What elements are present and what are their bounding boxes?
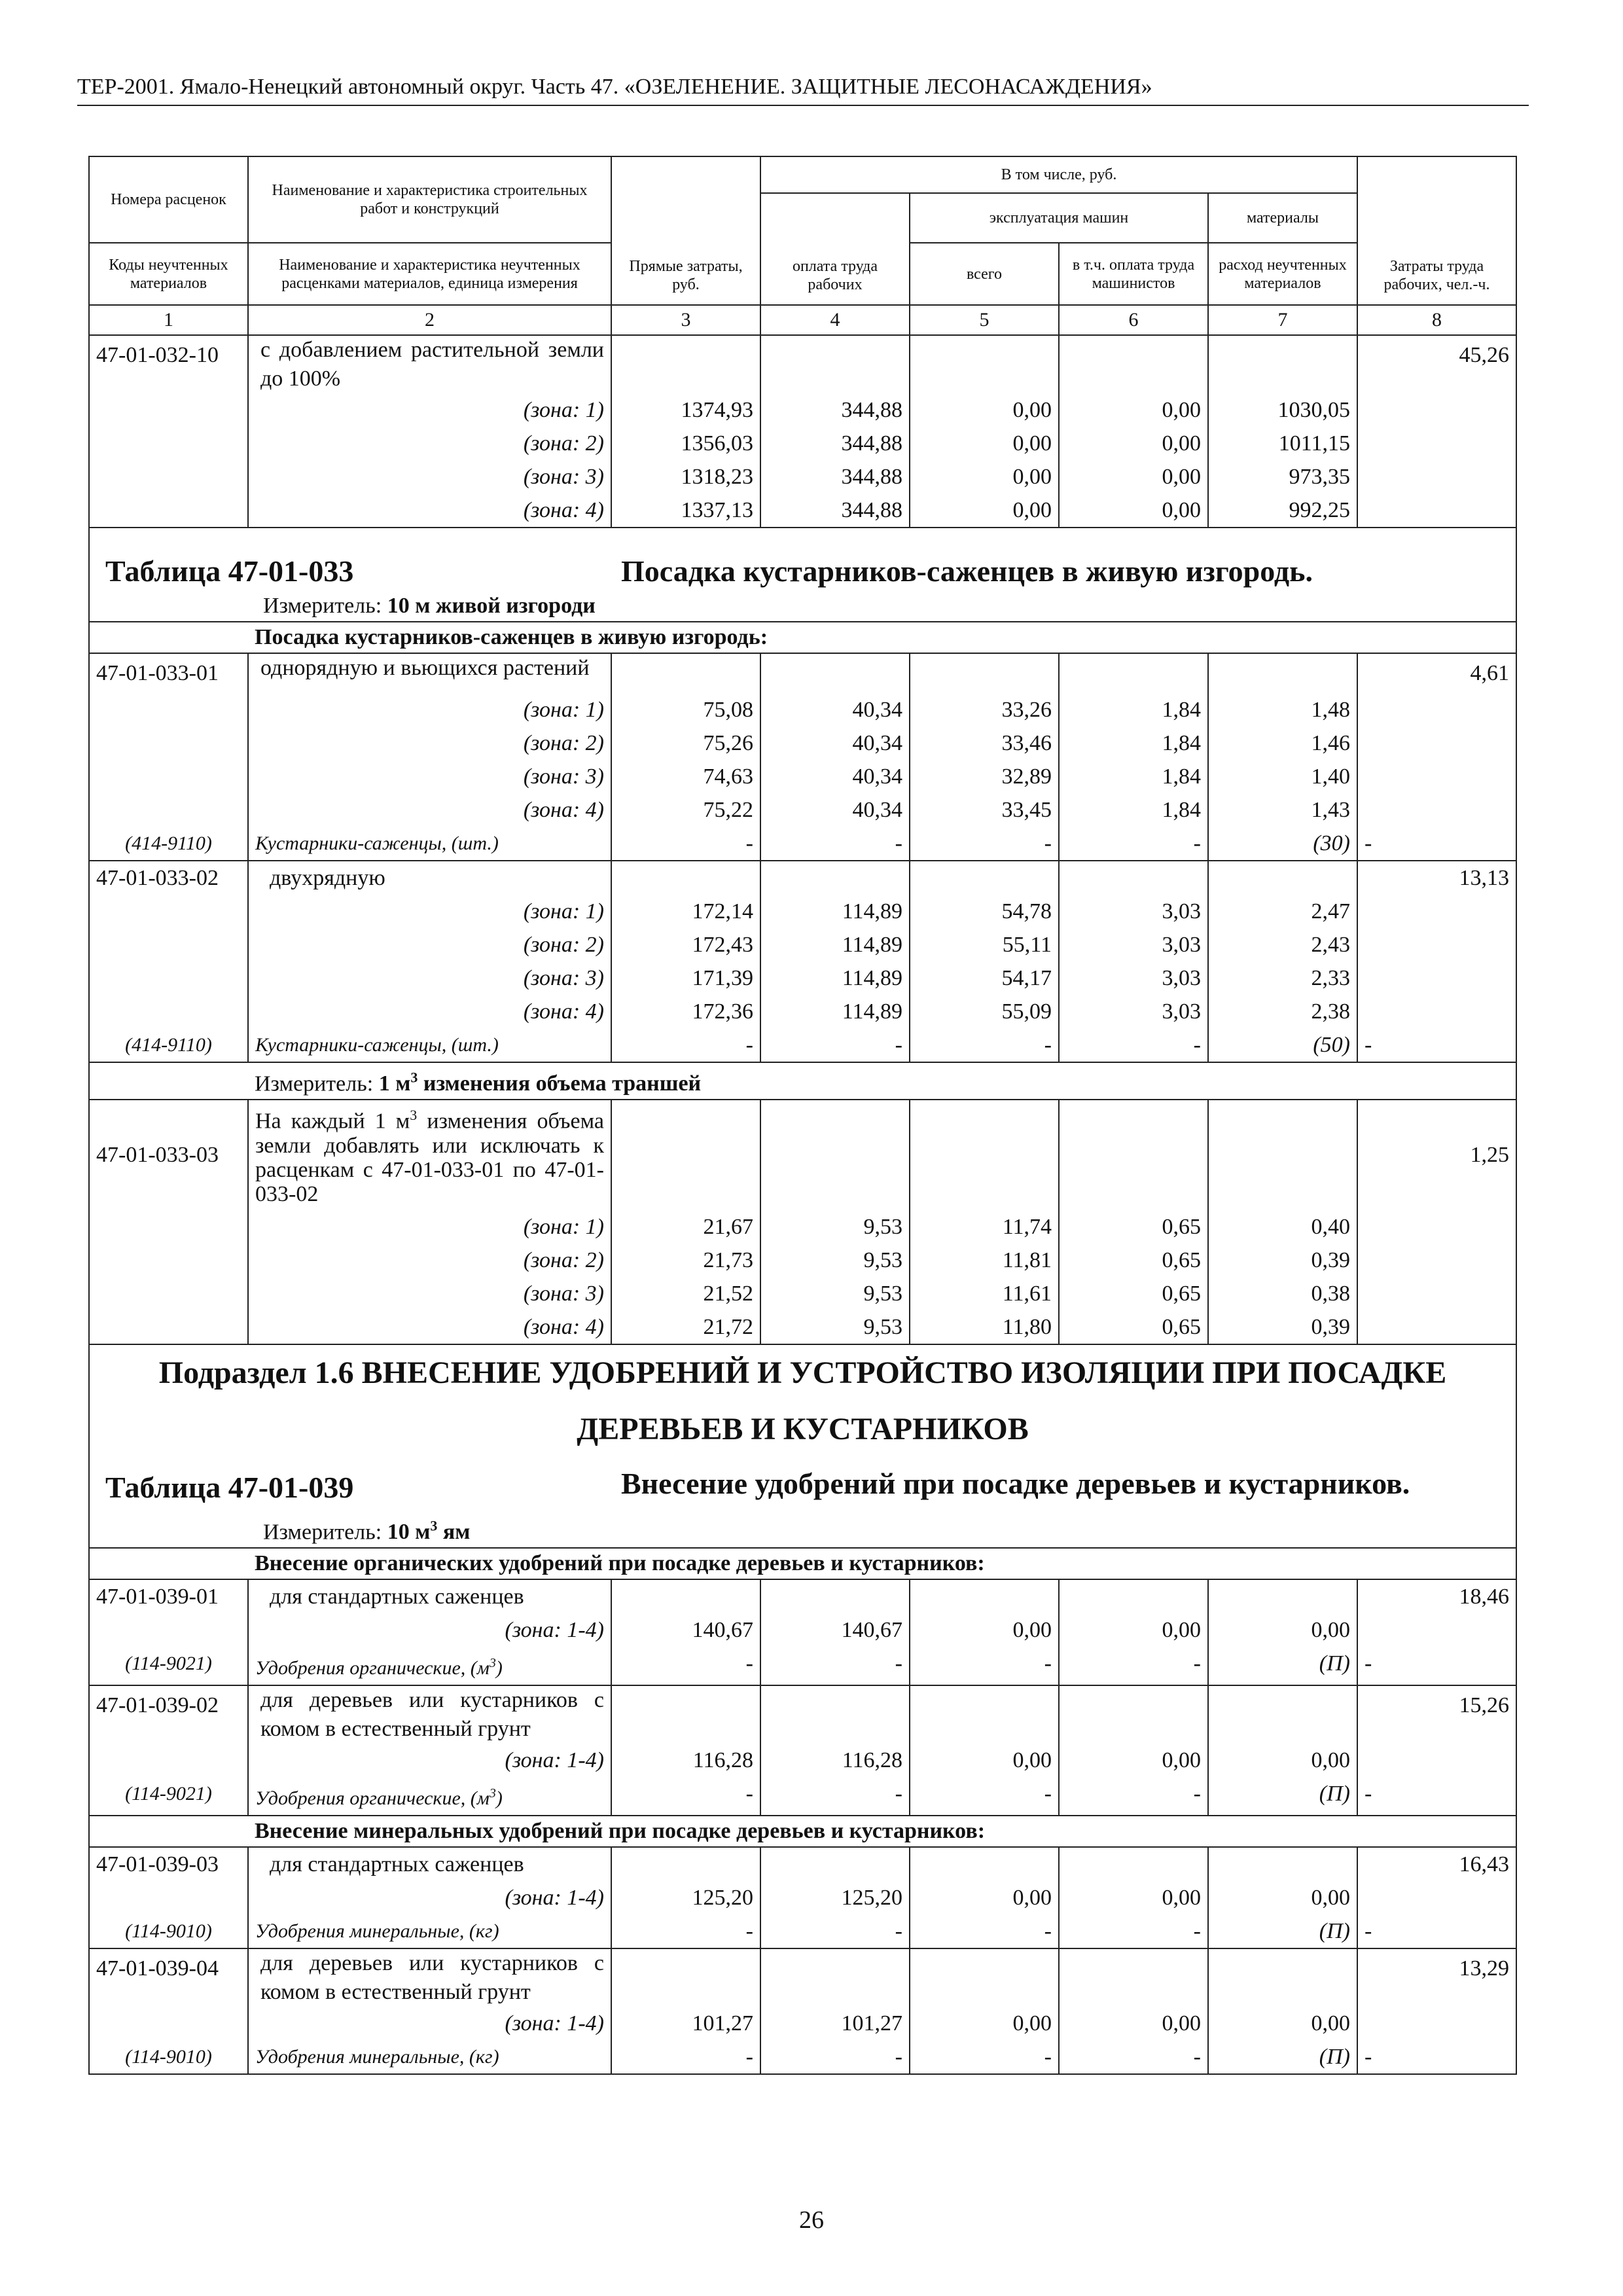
- rate-code: 47-01-039-01: [89, 1579, 248, 1613]
- col-num: 4: [760, 305, 910, 335]
- machinist-pay: 1,84: [1059, 793, 1208, 827]
- table-label: Таблица 47-01-033: [105, 554, 354, 588]
- machinist-pay: 1,84: [1059, 693, 1208, 726]
- material-cost: 992,25: [1208, 493, 1357, 528]
- zone-row: [89, 1613, 1516, 1647]
- zone-label: (зона: 2): [248, 427, 611, 460]
- direct-cost: 171,39: [611, 961, 760, 995]
- direct-cost: 1356,03: [611, 427, 760, 460]
- worker-pay: -: [760, 2040, 910, 2074]
- material-code: (114-9021): [89, 1647, 248, 1685]
- rates-table-page: [88, 156, 1516, 2075]
- machinist-pay: 0,65: [1059, 1244, 1208, 1277]
- worker-pay: 125,20: [760, 1881, 910, 1914]
- zone-label: (зона: 1): [248, 895, 611, 928]
- measure-value: [379, 1071, 701, 1096]
- material-name: Кустарники-саженцы, (шт.): [248, 1028, 611, 1062]
- worker-pay: 40,34: [760, 726, 910, 760]
- material-cost: 0,38: [1208, 1277, 1357, 1310]
- machinist-pay: 0,65: [1059, 1277, 1208, 1310]
- section-row: [89, 622, 1516, 653]
- material-cost: 0,00: [1208, 2007, 1357, 2040]
- machinist-pay: 3,03: [1059, 961, 1208, 995]
- table-row: [89, 335, 1516, 393]
- machinist-pay: -: [1059, 1914, 1208, 1948]
- material-name-b: ): [495, 1787, 503, 1809]
- table-label: Таблица 47-01-039: [105, 1470, 354, 1504]
- measure-value-b: изменения объема траншей: [418, 1071, 702, 1096]
- worker-pay: 116,28: [760, 1744, 910, 1777]
- zone-label: (зона: 1-4): [248, 2007, 611, 2040]
- measure-row: [89, 1062, 1516, 1100]
- col-head-nomera: Номера расценок: [89, 156, 248, 243]
- machine-cost: 33,45: [910, 793, 1059, 827]
- zone-label: (зона: 2): [248, 1244, 611, 1277]
- labor-cost: 13,29: [1357, 1948, 1516, 2007]
- machine-cost: 0,00: [910, 460, 1059, 493]
- material-name: [248, 1647, 611, 1685]
- material-name: [248, 1914, 611, 1948]
- machine-cost: 33,26: [910, 693, 1059, 726]
- material-cost: 1,46: [1208, 726, 1357, 760]
- material-code: (114-9010): [89, 1914, 248, 1948]
- material-quantity: (П): [1208, 2040, 1357, 2074]
- machinist-pay: -: [1059, 1028, 1208, 1062]
- direct-cost: 1337,13: [611, 493, 760, 528]
- material-cost: 1,40: [1208, 760, 1357, 793]
- material-name: [248, 2040, 611, 2074]
- labor-cost: 15,26: [1357, 1685, 1516, 1744]
- direct-cost: 140,67: [611, 1613, 760, 1647]
- rate-code: 47-01-033-01: [89, 653, 248, 693]
- measure-line: [105, 591, 1500, 621]
- machine-cost: 0,00: [910, 1613, 1059, 1647]
- machinist-pay: 0,00: [1059, 427, 1208, 460]
- machinist-pay: 0,00: [1059, 460, 1208, 493]
- machinist-pay: 0,00: [1059, 2007, 1208, 2040]
- zone-label: (зона: 1-4): [248, 1613, 611, 1647]
- zone-row: [89, 1310, 1516, 1344]
- col-head-vsego: всего: [910, 243, 1059, 305]
- col-head-vtom: В том числе, руб.: [760, 156, 1357, 193]
- rate-name-sup: 3: [410, 1107, 418, 1124]
- worker-pay: 40,34: [760, 760, 910, 793]
- measure-value-a: 1 м: [378, 1071, 411, 1096]
- material-row: [89, 1914, 1516, 1948]
- direct-cost: 172,43: [611, 928, 760, 961]
- worker-pay: 344,88: [760, 427, 910, 460]
- rate-name: [248, 1100, 611, 1210]
- col-head-pryamye: Прямые затраты, руб.: [611, 156, 760, 305]
- col-head-kody: Коды неучтенных материалов: [89, 243, 248, 305]
- machine-cost: 11,80: [910, 1310, 1059, 1344]
- material-cost: 0,00: [1208, 1881, 1357, 1914]
- zone-row: [89, 1244, 1516, 1277]
- rate-name: для стандартных саженцев: [248, 1579, 611, 1613]
- zone-row: [89, 928, 1516, 961]
- rate-code: 47-01-039-02: [89, 1685, 248, 1744]
- table-title: Посадка кустарников-саженцев в живую изгородь.: [621, 554, 1313, 588]
- rate-name: для деревьев или кустарников с комом в естественный грунт: [248, 1685, 611, 1744]
- worker-pay: -: [760, 1028, 910, 1062]
- material-cost: 2,43: [1208, 928, 1357, 961]
- material-cost: 2,33: [1208, 961, 1357, 995]
- machine-cost: 0,00: [910, 393, 1059, 427]
- rate-name: для деревьев или кустарников с комом в естественный грунт: [248, 1948, 611, 2007]
- direct-cost: 75,26: [611, 726, 760, 760]
- zone-row: [89, 493, 1516, 528]
- material-code: (114-9021): [89, 1777, 248, 1816]
- machinist-pay: 0,65: [1059, 1210, 1208, 1244]
- measure-prefix: Измеритель:: [263, 594, 382, 618]
- zone-label: (зона: 1): [248, 1210, 611, 1244]
- machinist-pay: 1,84: [1059, 760, 1208, 793]
- zone-label: (зона: 1-4): [248, 1881, 611, 1914]
- labor-cost: 4,61: [1357, 653, 1516, 693]
- material-code: (114-9010): [89, 2040, 248, 2074]
- worker-pay: -: [760, 827, 910, 861]
- direct-cost: 75,22: [611, 793, 760, 827]
- direct-cost: 21,52: [611, 1277, 760, 1310]
- rate-name-a: На каждый 1 м: [255, 1109, 410, 1134]
- zone-label: (зона: 4): [248, 1310, 611, 1344]
- col-num: 6: [1059, 305, 1208, 335]
- labor-cost: 13,13: [1357, 861, 1516, 895]
- col-num: 1: [89, 305, 248, 335]
- measure-sup: 3: [410, 1069, 418, 1086]
- material-row: [89, 827, 1516, 861]
- worker-pay: 114,89: [760, 895, 910, 928]
- section-title: Посадка кустарников-саженцев в живую изгородь:: [248, 622, 1516, 653]
- labor-cost: 1,25: [1357, 1100, 1516, 1210]
- material-cost: 1,43: [1208, 793, 1357, 827]
- machinist-pay: -: [1059, 1777, 1208, 1816]
- material-code: (414-9110): [89, 1028, 248, 1062]
- material-quantity: (П): [1208, 1914, 1357, 1948]
- rate-code: 47-01-033-03: [89, 1100, 248, 1210]
- worker-pay: -: [760, 1647, 910, 1685]
- zone-row: [89, 961, 1516, 995]
- direct-cost: 21,67: [611, 1210, 760, 1244]
- zone-label: (зона: 2): [248, 726, 611, 760]
- machine-cost: 11,61: [910, 1277, 1059, 1310]
- zone-label: (зона: 1-4): [248, 1744, 611, 1777]
- rate-code: 47-01-039-04: [89, 1948, 248, 2007]
- worker-pay: 344,88: [760, 393, 910, 427]
- machine-cost: 0,00: [910, 493, 1059, 528]
- table-row: [89, 861, 1516, 895]
- worker-pay: 9,53: [760, 1244, 910, 1277]
- direct-cost: 74,63: [611, 760, 760, 793]
- machine-cost: 0,00: [910, 1881, 1059, 1914]
- machine-cost: 55,11: [910, 928, 1059, 961]
- machine-cost: -: [910, 1028, 1059, 1062]
- direct-cost: -: [611, 2040, 760, 2074]
- worker-pay: 9,53: [760, 1277, 910, 1310]
- measure-prefix: Измеритель:: [255, 1071, 374, 1096]
- labor-cost: 16,43: [1357, 1847, 1516, 1881]
- col-head-rashod: расход неучтенных материалов: [1208, 243, 1357, 305]
- measure-prefix: Измеритель:: [263, 1519, 382, 1544]
- machine-cost: -: [910, 1647, 1059, 1685]
- material-row: [89, 1028, 1516, 1062]
- rate-code: 47-01-032-10: [89, 335, 248, 393]
- measure-value: 10 м живой изгороди: [387, 594, 596, 618]
- machine-cost: -: [910, 1777, 1059, 1816]
- col-head-oplata: оплата труда рабочих: [760, 193, 910, 305]
- material-cost: 0,00: [1208, 1613, 1357, 1647]
- material-quantity: (30): [1208, 827, 1357, 861]
- labor-cost: 45,26: [1357, 335, 1516, 393]
- page-number: 26: [799, 2206, 824, 2234]
- machinist-pay: 1,84: [1059, 726, 1208, 760]
- col-num: 7: [1208, 305, 1357, 335]
- material-name-sup: 3: [489, 1785, 496, 1801]
- worker-pay: 40,34: [760, 793, 910, 827]
- direct-cost: -: [611, 827, 760, 861]
- machinist-pay: 3,03: [1059, 895, 1208, 928]
- col-num: 5: [910, 305, 1059, 335]
- col-head-materialy: материалы: [1208, 193, 1357, 243]
- zone-row: [89, 760, 1516, 793]
- machine-cost: 0,00: [910, 427, 1059, 460]
- rate-name: двухрядную: [248, 861, 611, 895]
- material-name: Кустарники-саженцы, (шт.): [248, 827, 611, 861]
- direct-cost: 172,36: [611, 995, 760, 1028]
- material-name-sup: 3: [489, 1655, 496, 1670]
- zone-row: [89, 1744, 1516, 1777]
- material-cost: 0,40: [1208, 1210, 1357, 1244]
- direct-cost: -: [611, 1647, 760, 1685]
- material-name-b: ): [495, 1657, 503, 1679]
- labor-cost: -: [1357, 827, 1516, 861]
- machinist-pay: 0,00: [1059, 393, 1208, 427]
- labor-cost: -: [1357, 1777, 1516, 1816]
- direct-cost: -: [611, 1777, 760, 1816]
- machine-cost: -: [910, 2040, 1059, 2074]
- machine-cost: 54,17: [910, 961, 1059, 995]
- machinist-pay: 0,00: [1059, 1613, 1208, 1647]
- measure-line: [105, 1511, 1500, 1547]
- col-head-naim1: Наименование и характеристика строительных работ и конструкций: [248, 156, 611, 243]
- table-title-row: [89, 528, 1516, 622]
- zone-label: (зона: 4): [248, 995, 611, 1028]
- zone-row: [89, 895, 1516, 928]
- rates-table: [88, 156, 1517, 2075]
- running-header: ТЕР-2001. Ямало-Ненецкий автономный округ. Часть 47. «ОЗЕЛЕНЕНИЕ. ЗАЩИТНЫЕ ЛЕСОНАСАЖДЕНИЯ»: [77, 69, 1529, 106]
- rate-code: 47-01-039-03: [89, 1847, 248, 1881]
- worker-pay: 40,34: [760, 693, 910, 726]
- material-name-a: Удобрения органические, (м: [255, 1787, 490, 1809]
- measure-line: [248, 1062, 1516, 1100]
- direct-cost: 125,20: [611, 1881, 760, 1914]
- subsection-title-1: Подраздел 1.6 ВНЕСЕНИЕ УДОБРЕНИЙ И УСТРОЙСТВО ИЗОЛЯЦИИ ПРИ ПОСАДКЕ: [158, 1355, 1447, 1390]
- direct-cost: 1318,23: [611, 460, 760, 493]
- machine-cost: 11,74: [910, 1210, 1059, 1244]
- direct-cost: 101,27: [611, 2007, 760, 2040]
- labor-cost: -: [1357, 1914, 1516, 1948]
- zone-row: [89, 793, 1516, 827]
- zone-row: [89, 393, 1516, 427]
- material-cost: 2,47: [1208, 895, 1357, 928]
- material-cost: 1030,05: [1208, 393, 1357, 427]
- direct-cost: 116,28: [611, 1744, 760, 1777]
- material-code: (414-9110): [89, 827, 248, 861]
- table-row: [89, 1847, 1516, 1881]
- material-cost: 973,35: [1208, 460, 1357, 493]
- rate-name: однорядную и вьющихся растений: [248, 653, 611, 693]
- machinist-pay: 0,00: [1059, 493, 1208, 528]
- section-title: Внесение органических удобрений при посадке деревьев и кустарников:: [248, 1548, 1516, 1579]
- zone-row: [89, 995, 1516, 1028]
- material-name-a: Удобрения минеральные, (кг): [255, 2045, 499, 2068]
- material-quantity: (П): [1208, 1777, 1357, 1816]
- zone-row: [89, 460, 1516, 493]
- material-row: [89, 1647, 1516, 1685]
- table-row: [89, 1100, 1516, 1210]
- worker-pay: 114,89: [760, 928, 910, 961]
- labor-cost: -: [1357, 2040, 1516, 2074]
- machine-cost: 33,46: [910, 726, 1059, 760]
- col-num: 8: [1357, 305, 1516, 335]
- table-row: [89, 1685, 1516, 1744]
- direct-cost: 75,08: [611, 693, 760, 726]
- material-row: [89, 1777, 1516, 1816]
- col-num: 3: [611, 305, 760, 335]
- direct-cost: -: [611, 1914, 760, 1948]
- measure-value-b: ям: [437, 1519, 471, 1544]
- direct-cost: 21,73: [611, 1244, 760, 1277]
- zone-row: [89, 2007, 1516, 2040]
- col-head-vtch: в т.ч. оплата труда машинистов: [1059, 243, 1208, 305]
- col-head-naim2: Наименование и характеристика неучтенных расценками материалов, единица измерения: [248, 243, 611, 305]
- direct-cost: 172,14: [611, 895, 760, 928]
- material-quantity: (П): [1208, 1647, 1357, 1685]
- material-name-a: Удобрения минеральные, (кг): [255, 1920, 499, 1942]
- col-head-zatraty: Затраты труда рабочих, чел.-ч.: [1357, 156, 1516, 305]
- material-cost: 0,39: [1208, 1310, 1357, 1344]
- zone-row: [89, 693, 1516, 726]
- zone-label: (зона: 3): [248, 760, 611, 793]
- table-row: [89, 1579, 1516, 1613]
- machinist-pay: -: [1059, 2040, 1208, 2074]
- machine-cost: 0,00: [910, 1744, 1059, 1777]
- table-row: [89, 653, 1516, 693]
- zone-row: [89, 1277, 1516, 1310]
- rate-name-b: изменения объема земли добавлять или исключать к расценкам с 47-01-033-01 по 47-01-033-02: [255, 1109, 604, 1206]
- material-cost: 0,00: [1208, 1744, 1357, 1777]
- col-num: 2: [248, 305, 611, 335]
- machine-cost: -: [910, 1914, 1059, 1948]
- direct-cost: -: [611, 1028, 760, 1062]
- labor-cost: -: [1357, 1028, 1516, 1062]
- rate-name: для стандартных саженцев: [248, 1847, 611, 1881]
- subsection-row: [89, 1344, 1516, 1548]
- machine-cost: 54,78: [910, 895, 1059, 928]
- measure-value: [387, 1517, 471, 1544]
- zone-row: [89, 726, 1516, 760]
- col-head-ekspl: эксплуатация машин: [910, 193, 1208, 243]
- rate-code: 47-01-033-02: [89, 861, 248, 895]
- machinist-pay: 3,03: [1059, 928, 1208, 961]
- zone-label: (зона: 1): [248, 693, 611, 726]
- machinist-pay: 0,00: [1059, 1881, 1208, 1914]
- material-name-a: Удобрения органические, (м: [255, 1657, 490, 1679]
- zone-label: (зона: 3): [248, 961, 611, 995]
- machinist-pay: 0,00: [1059, 1744, 1208, 1777]
- zone-label: (зона: 4): [248, 493, 611, 528]
- zone-label: (зона: 2): [248, 928, 611, 961]
- section-row: [89, 1816, 1516, 1847]
- worker-pay: 101,27: [760, 2007, 910, 2040]
- machinist-pay: -: [1059, 827, 1208, 861]
- material-row: [89, 2040, 1516, 2074]
- table-title: Внесение удобрений при посадке деревьев и кустарников.: [621, 1466, 1410, 1500]
- worker-pay: 344,88: [760, 493, 910, 528]
- machine-cost: -: [910, 827, 1059, 861]
- material-cost: 2,38: [1208, 995, 1357, 1028]
- measure-value-a: 10 м: [387, 1519, 431, 1544]
- table-row: [89, 1948, 1516, 2007]
- measure-sup: 3: [430, 1517, 438, 1534]
- machinist-pay: -: [1059, 1647, 1208, 1685]
- material-cost: 1,48: [1208, 693, 1357, 726]
- worker-pay: 9,53: [760, 1310, 910, 1344]
- labor-cost: 18,46: [1357, 1579, 1516, 1613]
- zone-row: [89, 427, 1516, 460]
- rate-name: с добавлением растительной земли до 100%: [248, 335, 611, 393]
- machinist-pay: 0,65: [1059, 1310, 1208, 1344]
- zone-row: [89, 1881, 1516, 1914]
- subsection-title-2: ДЕРЕВЬЕВ И КУСТАРНИКОВ: [577, 1411, 1029, 1446]
- material-quantity: (50): [1208, 1028, 1357, 1062]
- section-row: [89, 1548, 1516, 1579]
- worker-pay: 114,89: [760, 995, 910, 1028]
- worker-pay: 114,89: [760, 961, 910, 995]
- material-name: [248, 1777, 611, 1816]
- machinist-pay: 3,03: [1059, 995, 1208, 1028]
- direct-cost: 21,72: [611, 1310, 760, 1344]
- machine-cost: 11,81: [910, 1244, 1059, 1277]
- worker-pay: 140,67: [760, 1613, 910, 1647]
- material-cost: 1011,15: [1208, 427, 1357, 460]
- zone-label: (зона: 3): [248, 460, 611, 493]
- machine-cost: 0,00: [910, 2007, 1059, 2040]
- section-title: Внесение минеральных удобрений при посадке деревьев и кустарников:: [248, 1816, 1516, 1847]
- zone-label: (зона: 4): [248, 793, 611, 827]
- zone-label: (зона: 1): [248, 393, 611, 427]
- machine-cost: 32,89: [910, 760, 1059, 793]
- material-cost: 0,39: [1208, 1244, 1357, 1277]
- zone-row: [89, 1210, 1516, 1244]
- worker-pay: 344,88: [760, 460, 910, 493]
- worker-pay: 9,53: [760, 1210, 910, 1244]
- machine-cost: 55,09: [910, 995, 1059, 1028]
- direct-cost: 1374,93: [611, 393, 760, 427]
- labor-cost: -: [1357, 1647, 1516, 1685]
- worker-pay: -: [760, 1914, 910, 1948]
- zone-label: (зона: 3): [248, 1277, 611, 1310]
- worker-pay: -: [760, 1777, 910, 1816]
